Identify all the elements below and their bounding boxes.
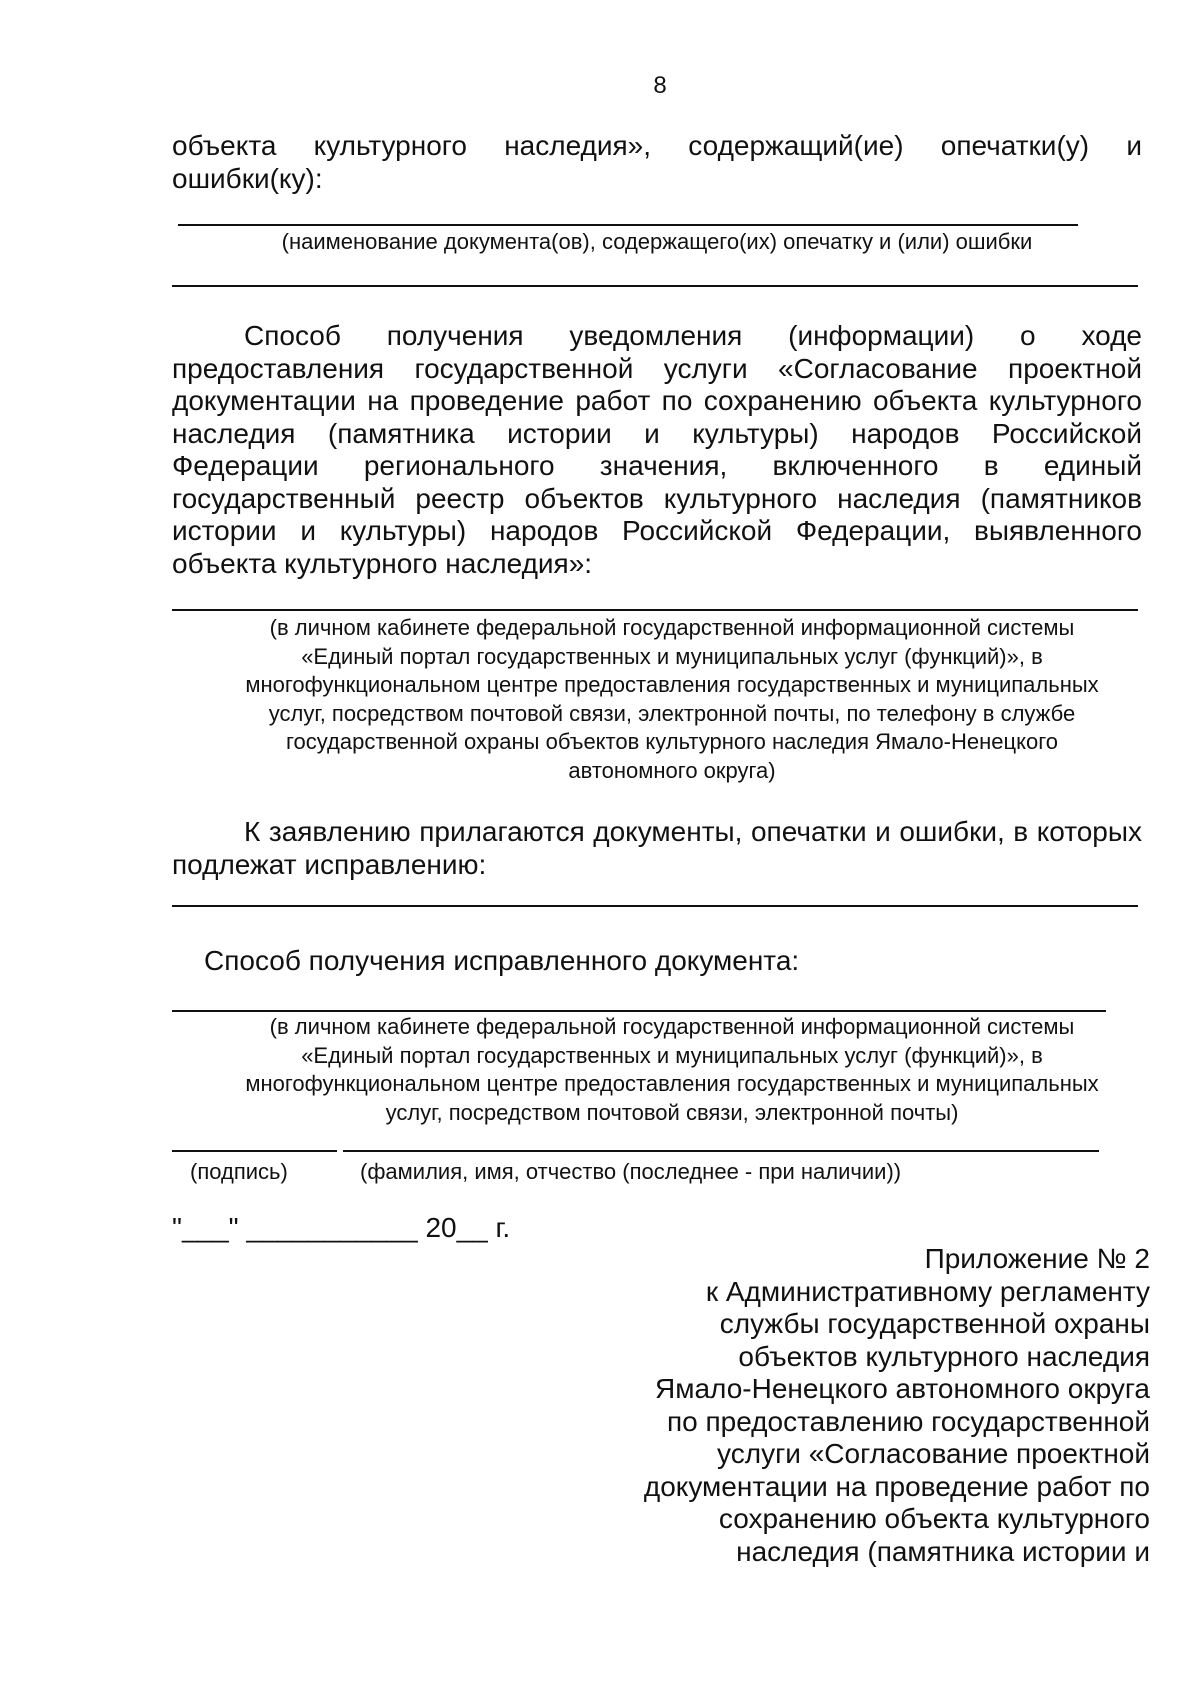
caption-line: (в личном кабинете федеральной государственной информационной системы [269,1014,1075,1039]
notification-method-blank-line [172,609,1138,611]
caption-line: «Единый портал государственных и муниципальных услуг (функций)», в [301,1042,1043,1068]
appendix-line: наследия (памятника истории и [736,1535,1150,1567]
full-name-label: (фамилия, имя, отчество (последнее - при наличии)) [360,1159,902,1184]
signature-label: (подпись) [190,1159,288,1184]
appendix-line: по предоставлению государственной [666,1405,1150,1437]
page-number: 8 [653,72,667,99]
caption-line: государственной охраны объектов культурного наследия Ямало-Ненецкого [286,729,1058,754]
notification-method-caption [172,614,1172,785]
doc-name-caption: (наименование документа(ов), содержащего(их) опечатку и (или) ошибки [281,229,1033,254]
full-name-blank-line [343,1150,1099,1152]
caption-line: «Единый портал государственных и муниципальных услуг (функций)», в [301,643,1043,669]
appendix-line: документации на проведение работ по [643,1470,1150,1502]
appendix-line: Приложение № 2 [924,1243,1150,1274]
appendix-header [590,1243,1150,1568]
appendix-line: к Административному регламенту [705,1275,1150,1307]
corrected-doc-method-paragraph: Способ получения исправленного документа: [204,945,800,976]
signature-blank-line [172,1150,337,1152]
doc-name-second-blank-line [172,285,1138,287]
caption-line: многофункциональном центре предоставления государственных и муниципальных [245,1071,1099,1096]
caption-line: услуг, посредством почтовой связи, электронной почты, по телефону в службе [268,700,1076,726]
notification-method-paragraph: Способ получения уведомления (информации) о ходе предоставления государственной услуги «Согласование проектной документации на проведение работ по сохранению объекта культурного наследия (памятника истории и культуры) народов Российской Федерации регионального значения, включенного в единый государственный реестр объектов культурного наследия (памятников истории и культуры) народов Российской Федерации, выявленного объекта культурного наследия»: [172,320,1142,579]
caption-line: автономного округа) [568,757,776,783]
caption-line: многофункциональном центре предоставления государственных и муниципальных [245,672,1099,697]
corrected-doc-blank-line [172,1010,1106,1012]
appendix-line: объектов культурного наследия [738,1340,1150,1372]
caption-line: услуг, посредством почтовой связи, электронной почты) [385,1099,959,1125]
caption-line: (в личном кабинете федеральной государственной информационной системы [269,615,1075,640]
appendix-line: Ямало-Ненецкого автономного округа [655,1373,1150,1404]
appendix-line: услуги «Согласование проектной [717,1438,1150,1469]
appendix-line: сохранению объекта культурного [718,1503,1150,1534]
attachments-blank-line [172,905,1138,907]
date-line: "___" ___________ 20__ г. [172,1212,511,1243]
corrected-doc-caption [172,1013,1172,1127]
intro-paragraph: объекта культурного наследия», содержащий(ие) опечатки(у) и ошибки(ку): [172,130,1142,194]
appendix-line: службы государственной охраны [719,1308,1150,1339]
doc-name-blank-line [178,224,1078,226]
attachments-paragraph: К заявлению прилагаются документы, опечатки и ошибки, в которых подлежат исправлению: [172,816,1142,880]
